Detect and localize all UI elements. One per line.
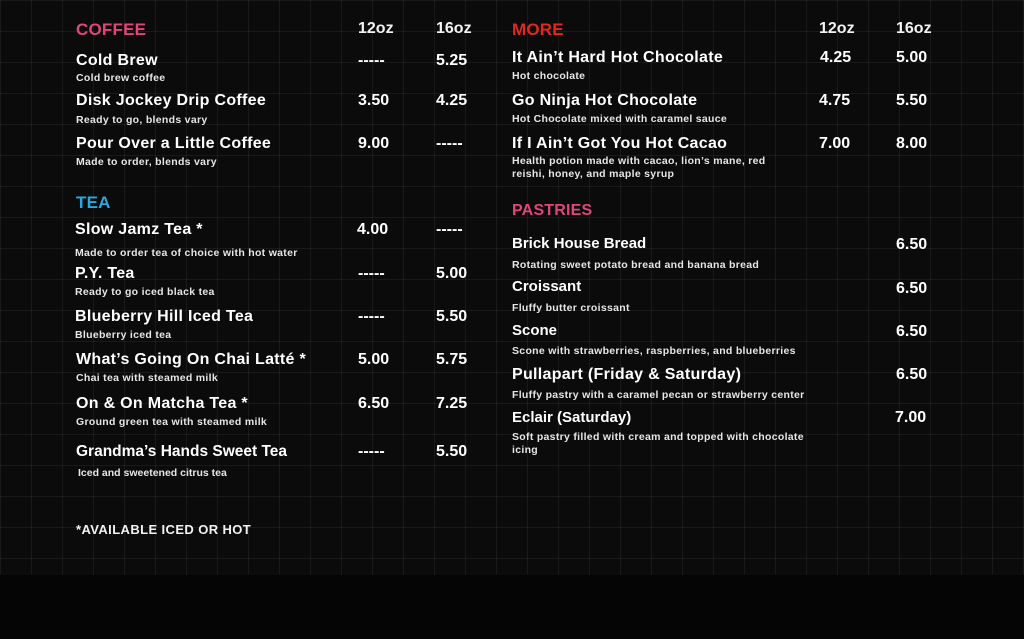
price: 6.50 [896, 236, 928, 253]
price-12oz: 9.00 [358, 135, 390, 152]
item-description: Ready to go, blends vary [76, 114, 208, 126]
item-name: P.Y. Tea [75, 265, 135, 282]
item-name: What’s Going On Chai Latté * [76, 351, 307, 368]
item-description: Scone with strawberries, raspberries, and blueberries [512, 345, 796, 357]
price-12oz: 7.00 [819, 135, 851, 152]
item-name: Blueberry Hill Iced Tea [75, 308, 254, 325]
price-12oz: 6.50 [358, 395, 390, 412]
price-16oz: 5.00 [896, 49, 928, 66]
price-16oz: 5.50 [436, 443, 468, 460]
price: 6.50 [896, 323, 928, 340]
price-16oz: ----- [436, 221, 463, 238]
tea-header: TEA [76, 193, 111, 212]
price-16oz: 7.25 [436, 395, 468, 412]
item-name: On & On Matcha Tea * [76, 395, 248, 412]
item-name: Grandma’s Hands Sweet Tea [76, 443, 288, 460]
price-12oz: ----- [358, 52, 385, 69]
item-description: Fluffy pastry with a caramel pecan or strawberry center [512, 389, 805, 401]
item-description: Cold brew coffee [76, 72, 166, 84]
item-description: Hot Chocolate mixed with caramel sauce [512, 113, 728, 125]
footnote: *AVAILABLE ICED OR HOT [76, 522, 252, 537]
price-12oz: ----- [358, 308, 385, 325]
item-description: Made to order, blends vary [76, 156, 217, 168]
pastries-header: PASTRIES [512, 202, 593, 219]
item-description: Soft pastry filled with cream and topped with chocolate icing [512, 431, 804, 456]
price-16oz: 4.25 [436, 92, 468, 109]
price: 7.00 [895, 409, 927, 426]
coffee-header: COFFEE [76, 20, 147, 39]
item-name: Brick House Bread [512, 235, 647, 252]
item-description: Chai tea with steamed milk [76, 372, 219, 384]
price-16oz: ----- [436, 135, 463, 152]
price-16oz: 5.50 [436, 308, 468, 325]
item-description: Hot chocolate [512, 70, 586, 82]
item-name: Croissant [512, 278, 582, 295]
item-name: If I Ain’t Got You Hot Cacao [512, 135, 728, 152]
size-16oz-label: 16oz [436, 20, 472, 37]
item-name: Disk Jockey Drip Coffee [76, 92, 267, 109]
size-16oz-label: 16oz [896, 20, 932, 37]
price-12oz: ----- [358, 265, 385, 282]
item-description: Blueberry iced tea [75, 329, 172, 341]
price-12oz: 4.75 [819, 92, 851, 109]
item-description: Rotating sweet potato bread and banana bread [512, 259, 760, 271]
size-12oz-label: 12oz [819, 20, 855, 37]
price-16oz: 5.25 [436, 52, 468, 69]
price-16oz: 5.00 [436, 265, 468, 282]
more-header: MORE [512, 20, 564, 39]
size-12oz-label: 12oz [358, 20, 394, 37]
item-name: Pour Over a Little Coffee [76, 135, 272, 152]
price-16oz: 5.50 [896, 92, 928, 109]
item-name: Go Ninja Hot Chocolate [512, 92, 698, 109]
item-name: Cold Brew [76, 52, 158, 69]
item-description: Fluffy butter croissant [512, 302, 630, 314]
item-description: Ready to go iced black tea [75, 286, 215, 298]
item-description: Made to order tea of choice with hot water [75, 247, 298, 259]
item-description: Iced and sweetened citrus tea [78, 467, 227, 479]
item-description: Ground green tea with steamed milk [76, 416, 268, 428]
price: 6.50 [896, 366, 928, 383]
price-12oz: ----- [358, 443, 385, 460]
item-name: Eclair (Saturday) [512, 409, 632, 426]
price-12oz: 3.50 [358, 92, 390, 109]
item-name: Scone [512, 322, 558, 339]
price-12oz: 4.00 [357, 221, 389, 238]
price: 6.50 [896, 280, 928, 297]
item-name: Slow Jamz Tea * [75, 221, 203, 238]
price-12oz: 4.25 [820, 49, 852, 66]
item-name: Pullapart (Friday & Saturday) [512, 366, 742, 383]
item-name: It Ain’t Hard Hot Chocolate [512, 49, 724, 66]
item-description: Health potion made with cacao, lion’s mane, red reishi, honey, and maple syrup [512, 155, 766, 180]
price-16oz: 5.75 [436, 351, 468, 368]
price-12oz: 5.00 [358, 351, 390, 368]
price-16oz: 8.00 [896, 135, 928, 152]
